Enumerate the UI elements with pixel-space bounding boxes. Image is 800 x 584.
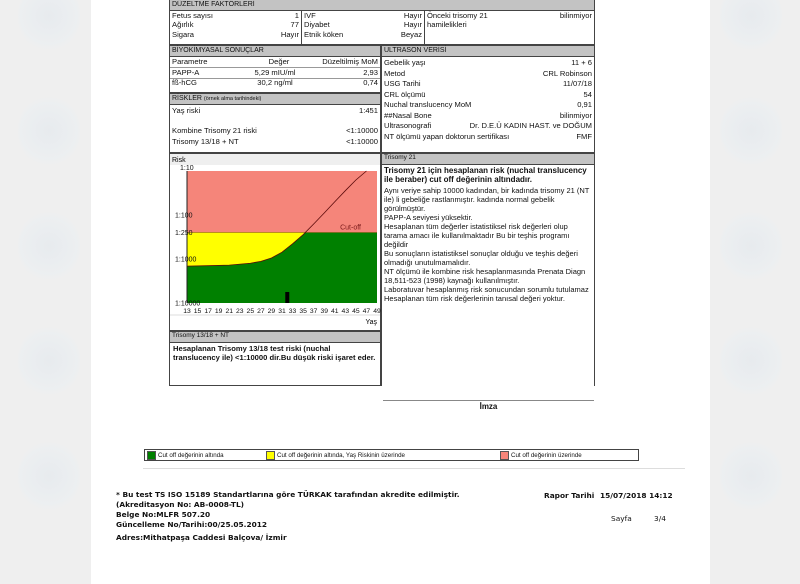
trisomy21-paragraph: Aynı veriye sahip 10000 kadından, bir kadında trisomy 21 (NT ile) li gebeliğe rastlanmıştır. kadında normal gebelik görülmüştür. [384,185,590,213]
correction-factors-section [169,0,595,45]
factor-label: Diyabet [304,20,330,30]
legend-item [147,451,224,460]
risk-chart-panel [169,153,381,331]
region-above-cutoff [187,171,377,233]
x-tick-label: 13 [183,308,191,315]
trisomy21-paragraph: PAPP-A seviyesi yüksektir. [384,212,473,222]
watermark-seal [18,95,80,167]
risk-row [170,126,380,136]
ultrasound-label: Metod [384,68,406,78]
watermark-seal [18,325,80,397]
watermark-seal [18,0,80,52]
x-tick-label: 25 [246,308,255,315]
section-header: ULTRASON VERİSİ [382,46,594,57]
factor-label: hamilelikleri [427,20,467,30]
table-row [170,78,380,89]
x-tick-label: 43 [341,308,350,315]
section-title: RİSKLER [172,95,202,102]
parameter-mom: 2,93 [363,67,378,77]
factor-row [425,11,594,21]
factor-value: Hayır [403,10,422,20]
watermark-seal [18,440,80,512]
watermark-seal [18,210,80,282]
risk-row [170,138,380,148]
report-page [91,0,710,584]
x-tick-label: 17 [204,308,212,315]
watermark-seal [720,325,782,397]
ultrasound-value: CRL Robinson [542,68,592,78]
factor-value: Hayır [280,29,299,39]
report-date-label: Rapor Tarihi [544,491,595,500]
trisomy1318-result: Hesaplanan Trisomy 13/18 test riski (nuchal translucency ile) <1:10000 dir.Bu düşük riski işaret eder. [173,343,376,362]
ultrasound-label: NT ölçümü yapan doktorun sertifikası [384,131,510,141]
ultrasound-value: 54 [583,89,592,99]
parameter-value: 5,29 mIU/ml [254,67,296,77]
update-info: Güncelleme No/Tarihi:00/25.05.2012 [116,520,268,529]
x-tick-label: 41 [330,308,339,315]
factor-row [302,21,424,31]
cutoff-label: Cut-off [340,224,361,232]
section-header [170,94,380,105]
y-tick-label: 1:10000 [175,300,201,308]
trisomy21-paragraph: Hesaplanan tüm değerler istatistiksel risk değerleri olup tarama amacı ile kullanılmaktadır Bu bir teşhis programı değildir [384,221,570,249]
risk-chart [170,154,380,330]
factor-label: Ağırlık [172,20,194,30]
section-header: DÜZELTME FAKTÖRLERİ [170,0,594,11]
factor-row [170,30,301,40]
factor-value: 1 [294,10,299,20]
x-tick-label: 45 [352,308,360,315]
legend-swatch-yellow [266,451,275,460]
ultrasound-label: Nuchal translucency MoM [384,100,472,110]
risk-row [170,107,380,117]
section-header: Trisomy 13/18 + NT [170,332,380,343]
risks-section [169,93,381,153]
y-axis-label: Risk [172,157,186,164]
x-tick-label: 27 [257,308,265,315]
watermark-seal [720,440,782,512]
x-tick-label: 29 [267,308,276,315]
footer-divider [143,468,685,469]
risk-label: Trisomy 13/18 + NT [172,137,239,147]
factor-row [170,11,301,21]
chart-legend [144,449,639,461]
ultrasound-value: bilinmiyor [559,110,592,120]
section-header: Trisomy 21 [382,154,594,165]
table-header-row [170,58,380,68]
ultrasound-row [382,59,594,69]
factor-row-continued [425,21,594,31]
legend-label: Cut off değerinin altında, Yaş Riskinin üzerinde [277,451,405,459]
ultrasound-value: Dr. D.E.Ü KADIN HAST. ve DOĞUM [469,121,592,131]
watermark-seal [720,0,782,52]
section-subtitle: (örnek alma tarihindeki) [203,96,262,102]
factor-row [302,30,424,40]
legend-item [266,451,405,460]
report-date: 15/07/2018 14:12 [600,491,673,500]
page-number: 3/4 [654,514,666,523]
factor-row [170,21,301,31]
ultrasound-row [382,90,594,100]
document-number: Belge No:MLFR 507.20 [116,510,211,519]
risk-label: Yaş riski [172,106,201,116]
ultrasound-value: FMF [576,131,592,141]
trisomy21-paragraph: NT ölçümü ile kombine risk hesaplanmasında Prenata Diagn 18,511-523 (1998) kaynağı kullanılmıştır. [384,266,586,285]
factor-value: bilinmiyor [559,10,592,20]
x-tick-label: 35 [299,308,307,315]
y-tick-label: 1:250 [175,230,193,238]
footer-info [116,490,460,543]
page-label: Sayfa [611,514,632,523]
legend-swatch-red [500,451,509,460]
ultrasound-label: USG Tarihi [384,79,421,89]
ultrasound-value: 11/07/18 [563,79,592,89]
trisomy1318-section [169,331,381,386]
factor-value: 77 [290,20,299,30]
x-tick-label: 19 [214,308,223,315]
risk-value: 1:451 [358,106,378,116]
section-header: BİYOKİMYASAL SONUÇLAR [170,46,380,57]
factor-label: Fetus sayısı [172,10,213,20]
y-tick-label: 1:10 [180,165,194,172]
accreditation-number: (Akreditasyon No: AB-0008-TL) [116,500,245,509]
parameter-value: 30,2 ng/ml [257,78,293,88]
ultrasound-value: 0,91 [577,100,592,110]
ultrasound-value: 11 + 6 [571,58,592,68]
factor-label: IVF [304,10,316,20]
legend-label: Cut off değerinin altında [158,451,224,459]
column-header: Parametre [172,57,208,67]
accreditation-text: * Bu test TS ISO 15189 Standartlarına göre TÜRKAK tarafından akredite edilmiştir. [116,490,460,499]
trisomy21-section [381,153,595,386]
parameter-name: PAPP-A [172,67,200,77]
trisomy21-paragraph: Laboratuvar hesaplanmış risk sonucundan sorumlu tutulamaz Hesaplanan tüm risk değerlerinin tanısal değeri yoktur. [384,284,589,303]
legend-label: Cut off değerinin üzerinde [511,451,582,459]
factor-label: Etnik köken [304,29,344,39]
signature-label: İmza [479,402,498,411]
trisomy21-paragraph: Bu sonuçların istatistiksel sonuçlar olduğu ve teşhis değeri olmadığı unutulmamalıdır. [384,248,578,267]
factor-label: Sigara [172,29,194,39]
parameter-mom: 0,74 [363,78,378,88]
ultrasound-row [382,111,594,121]
address: Adres:Mithatpaşa Caddesi Balçova/ İzmir [116,533,287,542]
y-tick-label: 1:1000 [175,256,197,264]
x-tick-label: 37 [309,308,318,315]
ultrasound-label: Ultrasonografi [384,121,432,131]
x-tick-label: 23 [235,308,244,315]
ultrasound-section [381,45,595,153]
trisomy21-heading: Trisomy 21 için hesaplanan risk (nuchal translucency ile beraber) cut off değerinin altındadır. [384,165,587,184]
x-tick-label: 47 [362,308,371,315]
legend-swatch-green [147,451,156,460]
chart-top-band [170,154,380,165]
ultrasound-label: ##Nasal Bone [384,110,432,120]
watermark-seal [720,210,782,282]
table-row [170,67,380,78]
signature-line [383,400,594,401]
legend-item [500,451,582,460]
biochemical-section [169,45,381,93]
parameter-name: fß-hCG [172,78,197,88]
x-axis-label: Yaş [365,319,377,326]
ultrasound-row [382,69,594,79]
ultrasound-row [382,80,594,90]
ultrasound-row [382,132,594,142]
ultrasound-row [382,101,594,111]
x-tick-label: 31 [278,308,286,315]
factor-row [302,11,424,21]
x-tick-label: 15 [193,308,202,315]
risk-value: <1:10000 [346,137,378,147]
ultrasound-label: Gebelik yaşı [384,58,426,68]
x-tick-label: 39 [320,308,329,315]
risk-value: <1:10000 [346,125,378,135]
ultrasound-label: CRL ölçümü [384,89,426,99]
x-tick-label: 33 [288,308,297,315]
factor-value: Beyaz [400,29,422,39]
risk-label: Kombine Trisomy 21 riski [172,125,257,135]
x-tick-label: 49 [373,308,381,315]
column-header: Değer [268,57,290,67]
column-header: Düzeltilmiş MoM [322,57,378,67]
patient-risk-marker [285,292,289,303]
ultrasound-row [382,122,594,132]
x-tick-label: 21 [225,308,234,315]
factor-value: Hayır [403,20,422,30]
watermark-seal [720,95,782,167]
y-tick-label: 1:100 [175,212,193,220]
factor-label: Önceki trisomy 21 [427,10,488,20]
